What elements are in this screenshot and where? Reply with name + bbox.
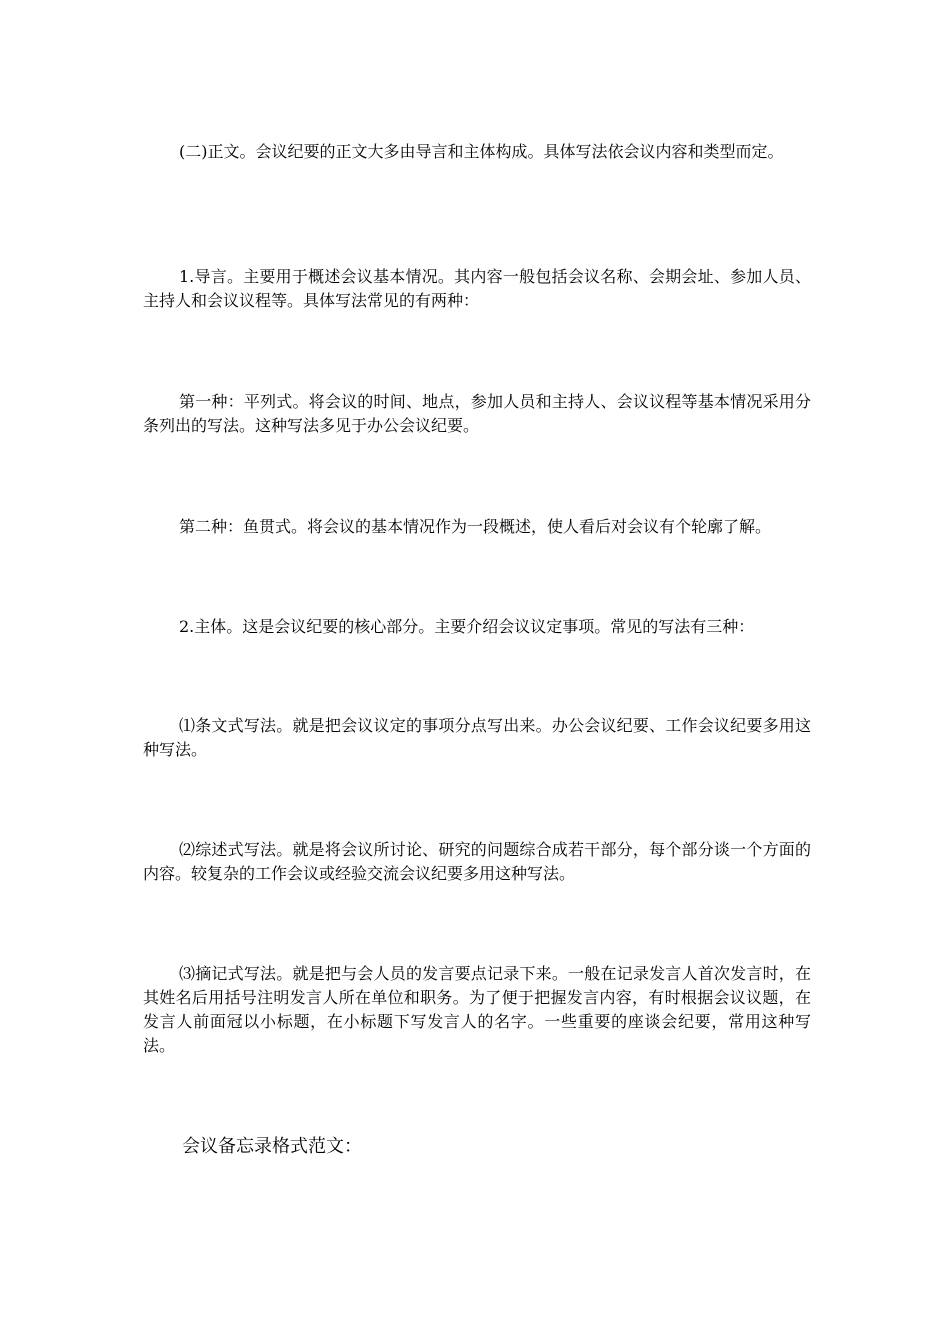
paragraph-summary-style: ⑵综述式写法。就是将会议所讨论、研究的问题综合成若干部分，每个部分谈一个方面的内容。较复杂的工作会议或经验交流会议纪要多用这种写法。 xyxy=(143,840,811,883)
paragraph-main-body: 2.主体。这是会议纪要的核心部分。主要介绍会议议定事项。常见的写法有三种： xyxy=(179,617,755,636)
paragraph-body-intro: (二)正文。会议纪要的正文大多由导言和主体构成。具体写法依会议内容和类型而定。 xyxy=(179,142,784,161)
paragraph-excerpt-style: ⑶摘记式写法。就是把与会人员的发言要点记录下来。一般在记录发言人首次发言时，在其姓名后用括号注明发言人所在单位和职务。为了便于把握发言内容，有时根据会议议题，在发言人前面冠以小标题，在小标题下写发言人的名字。一些重要的座谈会纪要，常用这种写法。 xyxy=(143,964,811,1055)
sample-heading: 会议备忘录格式范文： xyxy=(182,1136,362,1157)
paragraph-preface: 1.导言。主要用于概述会议基本情况。其内容一般包括会议名称、会期会址、参加人员、主持人和会议议程等。具体写法常见的有两种： xyxy=(143,267,811,310)
paragraph-sequential-style: 第二种：鱼贯式。将会议的基本情况作为一段概述，使人看后对会议有个轮廓了解。 xyxy=(179,517,772,536)
paragraph-itemized-style: ⑴条文式写法。就是把会议议定的事项分点写出来。办公会议纪要、工作会议纪要多用这种写法。 xyxy=(143,716,811,759)
paragraph-parallel-style: 第一种：平列式。将会议的时间、地点，参加人员和主持人、会议议程等基本情况采用分条列出的写法。这种写法多见于办公会议纪要。 xyxy=(143,392,811,435)
